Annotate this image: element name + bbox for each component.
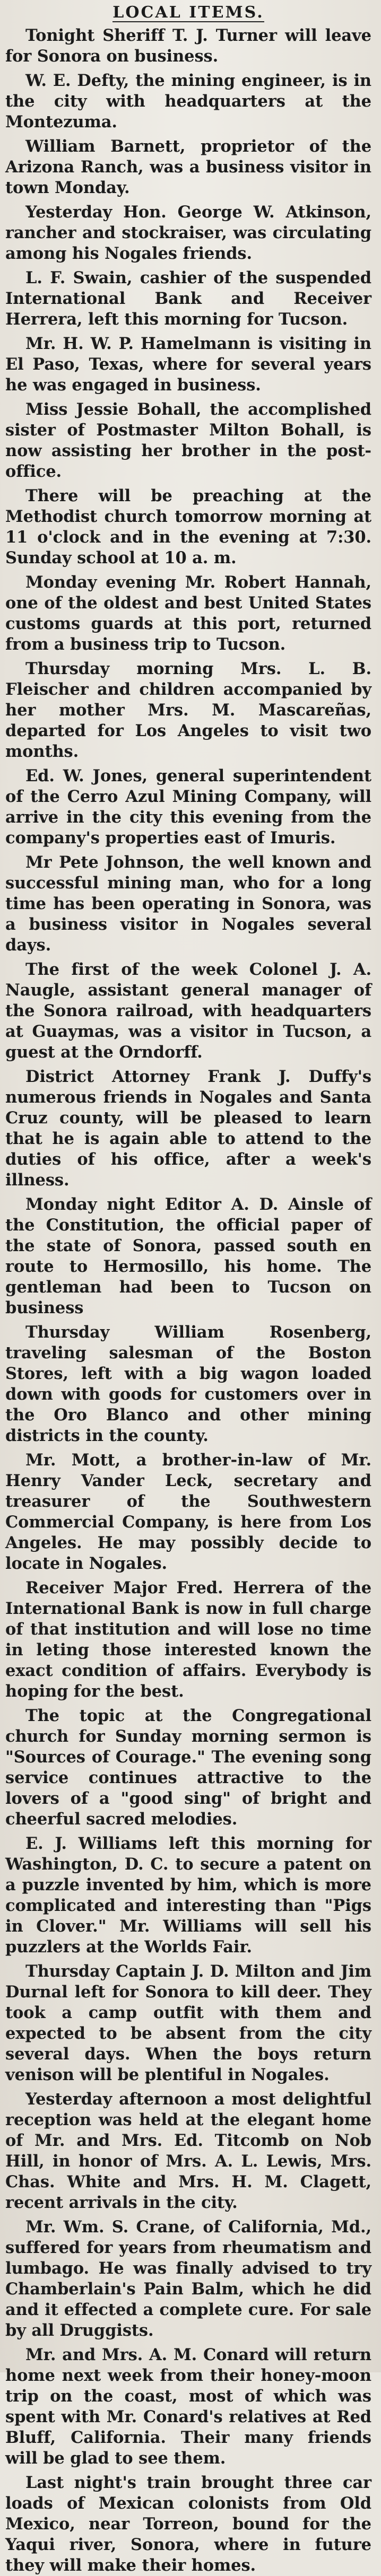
news-item: Tonight Sheriff T. J. Turner will leave for Sonora on business. [5, 26, 371, 66]
news-item: Receiver Major Fred. Herrera of the International Bank is now in full charge of that institution and will lose no time in leting those interested known the exact condition of affairs. Everybody is hoping for the best. [5, 1578, 371, 1701]
news-item: Last night's train brought three car loads of Mexican colonists from Old Mexico, near Torreon, bound for the Yaqui river, Sonora, where in future they will make their homes. [5, 2473, 371, 2575]
news-item: There will be preaching at the Methodist church tomorrow morning at 11 o'clock and in the evening at 7:30. Sunday school at 10 a. m. [5, 486, 371, 567]
news-item: Ed. W. Jones, general superintendent of the Cerro Azul Mining Company, will arrive in the city this evening from the company's properties east of Imuris. [5, 766, 371, 848]
news-item: Thursday William Rosenberg, traveling salesman of the Boston Stores, left with a big wagon loaded down with goods for customers over in the Oro Blanco and other mining districts in the county. [5, 1323, 371, 1445]
news-item: E. J. Williams left this morning for Washington, D. C. to secure a patent on a puzzle invented by him, which is more complicated and interesting than "Pigs in Clover." Mr. Williams will sell his puzzlers at the Worlds Fair. [5, 1834, 371, 1957]
news-item: Yesterday afternoon a most delightful reception was held at the elegant home of Mr. and Mrs. Ed. Titcomb on Nob Hill, in honor of Mrs. A. L. Lewis, Mrs. Chas. White and Mrs. H. M. Clagett, recent arrivals in the city. [5, 2090, 371, 2212]
news-item: Mr. and Mrs. A. M. Conard will return home next week from their honey-moon trip on the coast, most of which was spent with Mr. Conard's relatives at Red Bluff, California. Their many friends will be glad to see them. [5, 2345, 371, 2468]
news-item: Mr. Wm. S. Crane, of California, Md., suffered for years from rheumatism and lumbago. He was finally advised to try Chamberlain's Pain Balm, which he did and it effected a complete cure. For sale by all Druggists. [5, 2217, 371, 2340]
news-item: Thursday morning Mrs. L. B. Fleischer and children accompanied by her mother Mrs. M. Mascareñas, departed for Los Angeles to visit two months. [5, 659, 371, 761]
news-column [2, 0, 374, 2576]
section-title: LOCAL ITEMS. [112, 3, 264, 22]
news-item: Mr. H. W. P. Hamelmann is visiting in El Paso, Texas, where for several years he was engaged in business. [5, 334, 371, 395]
news-item: William Barnett, proprietor of the Arizona Ranch, was a business visitor in town Monday. [5, 137, 371, 197]
news-item: The topic at the Congregational church for Sunday morning sermon is "Sources of Courage." The evening song service continues attractive to the lovers of a "good sing" of bright and cheerful sacred melodies. [5, 1706, 371, 1829]
news-item: Miss Jessie Bohall, the accomplished sister of Postmaster Milton Bohall, is now assisting her brother in the post-office. [5, 400, 371, 481]
news-item: Yesterday Hon. George W. Atkinson, rancher and stockraiser, was circulating among his Nogales friends. [5, 203, 371, 263]
news-item: Monday night Editor A. D. Ainsle of the Constitution, the official paper of the state of Sonora, passed south en route to Hermosillo, his home. The gentleman had been to Tucson on business [5, 1195, 371, 1317]
news-item: Mr Pete Johnson, the well known and successful mining man, who for a long time has been operating in Sonora, was a business visitor in Nogales several days. [5, 853, 371, 955]
news-item: District Attorney Frank J. Duffy's numerous friends in Nogales and Santa Cruz county, will be pleased to learn that he is again able to attend to the duties of his office, after a week's illness. [5, 1067, 371, 1190]
news-item: L. F. Swain, cashier of the suspended International Bank and Receiver Herrera, left this morning for Tucson. [5, 268, 371, 329]
section-headline [5, 0, 371, 22]
news-item: Monday evening Mr. Robert Hannah, one of the oldest and best United States customs guards at this port, returned from a business trip to Tucson. [5, 573, 371, 654]
news-item: W. E. Defty, the mining engineer, is in the city with headquarters at the Montezuma. [5, 71, 371, 132]
news-item: Thursday Captain J. D. Milton and Jim Durnal left for Sonora to kill deer. They took a camp outfit with them and expected to be absent from the city several days. When the boys return venison will be plentiful in Nogales. [5, 1962, 371, 2084]
news-item: The first of the week Colonel J. A. Naugle, assistant general manager of the Sonora railroad, with headquarters at Guaymas, was a visitor in Tucson, a guest at the Orndorff. [5, 960, 371, 1062]
news-item: Mr. Mott, a brother-in-law of Mr. Henry Vander Leck, secretary and treasurer of the Southwestern Commercial Company, is here from Los Angeles. He may possibly decide to locate in Nogales. [5, 1451, 371, 1573]
